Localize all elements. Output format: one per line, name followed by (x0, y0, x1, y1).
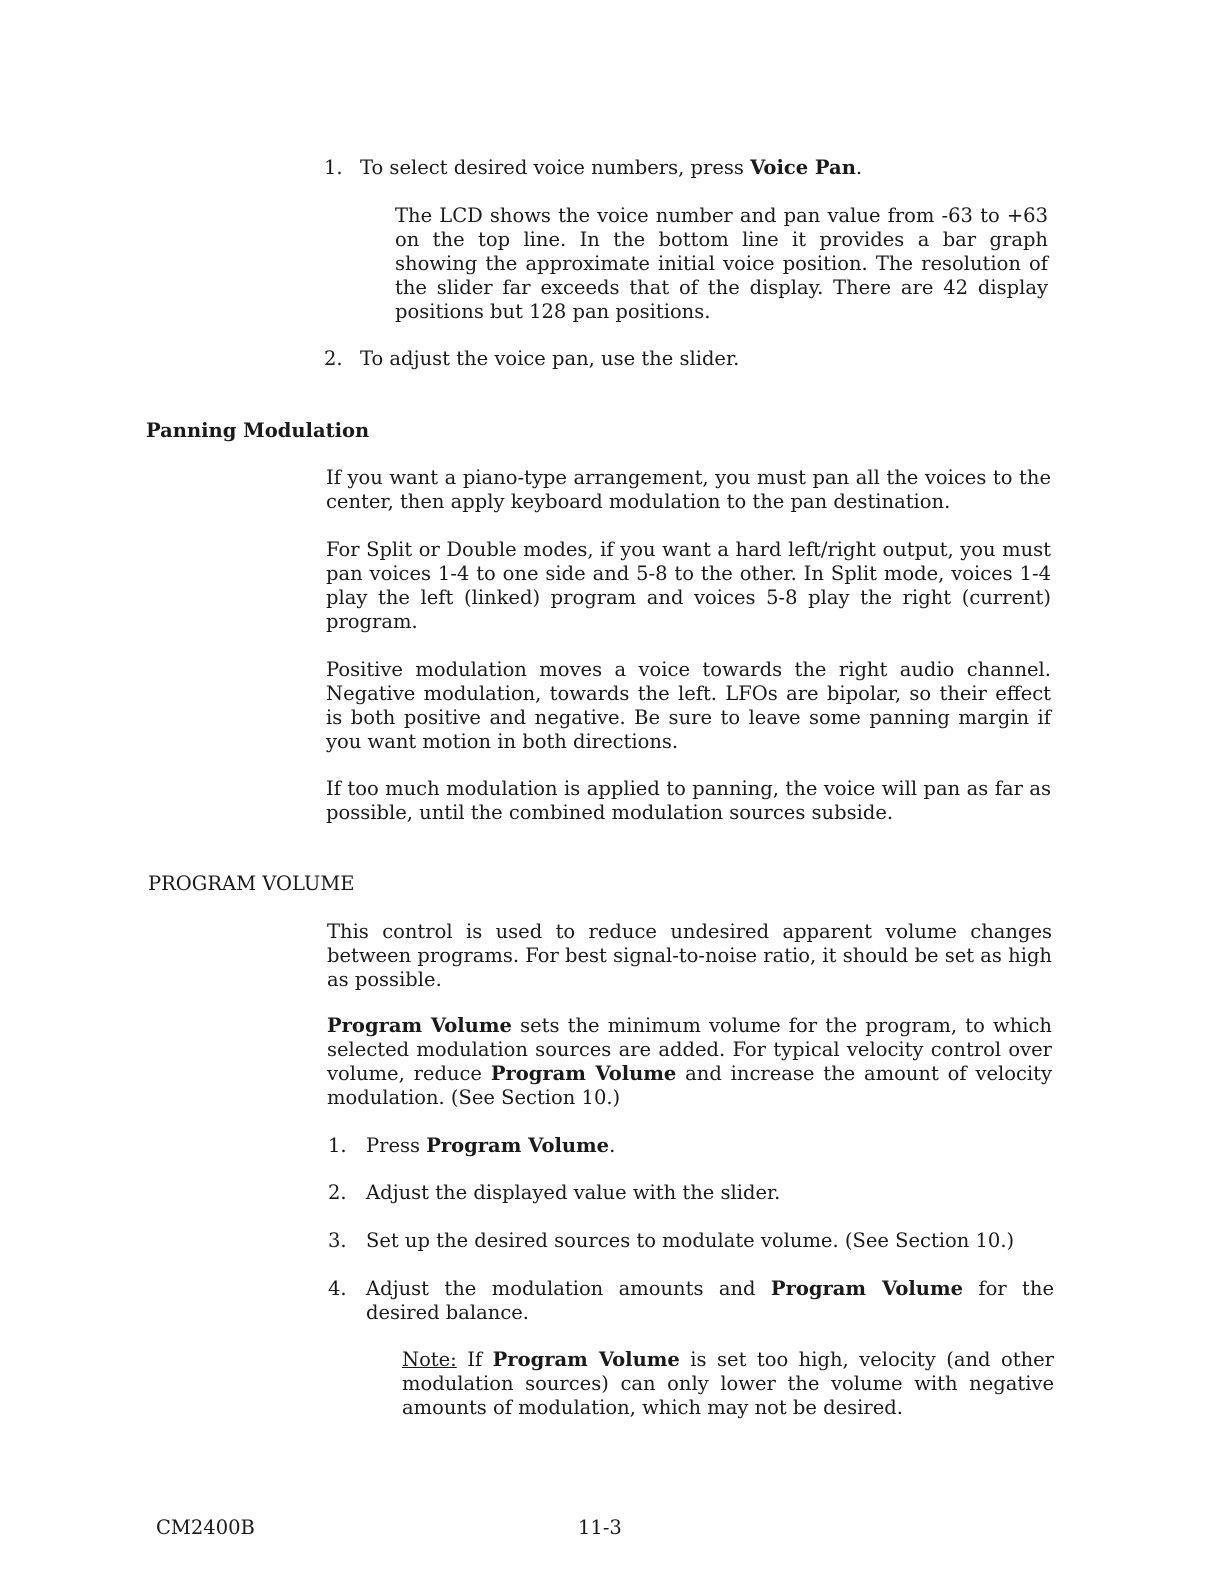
lcd-description: The LCD shows the voice number and pan value from -63 to +63 on the top line. In the bottom line it provides a bar graph showing the approximate initial voice position. The resolution of the slider far exceeds that of the display. There are 42 display positions but 128 pan positions. (395, 204, 1048, 323)
section-heading: PROGRAM VOLUME (148, 872, 355, 895)
paragraph: Positive modulation moves a voice towards the right audio channel. Negative modulation, towards the left. LFOs are bipolar, so their effect is both positive and negative. Be sure to leave some panning margin if you want motion in both directions. (326, 658, 1051, 753)
note-label: Note: (402, 1348, 457, 1371)
program-volume-step-1 (366, 1134, 1056, 1158)
control-name: Program Volume (492, 1348, 680, 1371)
step-number: 2. (328, 1181, 347, 1204)
control-name: Program Volume (490, 1062, 677, 1085)
paragraph-text: and increase the amount of velocity modulation. (See Section 10.) (327, 1062, 1052, 1109)
paragraph: If you want a piano-type arrangement, you must pan all the voices to the center, then apply keyboard modulation to the pan destination. (326, 466, 1051, 513)
section-heading: Panning Modulation (146, 419, 370, 442)
paragraph-text: sets the minimum volume for the program, to which selected modulation sources are added. For typical velocity control over volume, reduce (327, 1014, 1052, 1085)
note-text: If (456, 1348, 493, 1371)
paragraph: This control is used to reduce undesired apparent volume changes between programs. For best signal-to-noise ratio, it should be set as high as possible. (327, 920, 1052, 991)
step-text: for the desired balance. (366, 1277, 1054, 1324)
step-text: Adjust the modulation amounts and (366, 1277, 771, 1300)
program-volume-step-3: Set up the desired sources to modulate volume. (See Section 10.) (366, 1229, 1015, 1252)
voice-pan-step-2: To adjust the voice pan, use the slider. (360, 347, 740, 370)
program-volume-step-2: Adjust the displayed value with the slider. (366, 1181, 781, 1204)
note-block (402, 1348, 1054, 1420)
step-text: . (609, 1134, 616, 1157)
paragraph: If too much modulation is applied to panning, the voice will pan as far as possible, until the combined modulation sources subside. (326, 777, 1051, 824)
document-id: CM2400B (156, 1516, 255, 1539)
control-name: Program Volume (426, 1134, 610, 1157)
control-name: Voice Pan (750, 156, 856, 179)
step-number: 1. (324, 156, 343, 179)
control-name: Program Volume (770, 1277, 963, 1300)
voice-pan-step-1 (360, 156, 1060, 180)
step-number: 1. (328, 1134, 347, 1157)
note-text: is set too high, velocity (and other modulation sources) can only lower the volume with negative amounts of modulation, which may not be desired. (402, 1348, 1054, 1419)
paragraph (327, 1014, 1052, 1110)
step-text: . (855, 156, 863, 179)
paragraph: For Split or Double modes, if you want a hard left/right output, you must pan voices 1-4 to one side and 5-8 to the other. In Split mode, voices 1-4 play the left (linked) program and voices 5-8 play the right (current) program. (326, 538, 1051, 633)
step-text: To select desired voice numbers, press (360, 156, 751, 179)
control-name: Program Volume (327, 1014, 512, 1037)
step-number: 4. (328, 1277, 347, 1300)
page-number: 11-3 (578, 1516, 622, 1539)
program-volume-step-4 (366, 1277, 1054, 1325)
step-number: 2. (324, 347, 343, 370)
step-number: 3. (328, 1229, 347, 1252)
step-text: Press (366, 1134, 427, 1157)
